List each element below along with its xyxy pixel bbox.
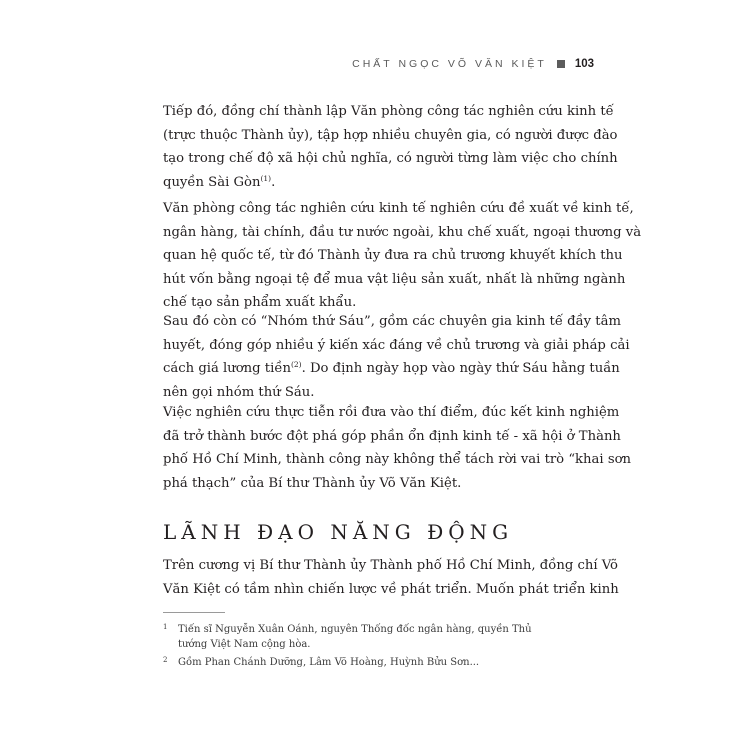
paragraph-line: huyết, đóng góp nhiều ý kiến xác đáng về chủ trương và giải pháp cải	[163, 337, 630, 353]
footnote-mark: 2	[163, 656, 168, 664]
paragraph-line: chế tạo sản phẩm xuất khẩu.	[163, 295, 357, 311]
paragraph-text: .	[271, 174, 276, 190]
paragraph-line: phố Hồ Chí Minh, thành công này không thể tách rời vai trò “khai sơn	[163, 452, 632, 468]
footnote-ref-1: (1)	[260, 173, 272, 183]
paragraph-text: quyền Sài Gòn	[163, 174, 261, 190]
paragraph-line: ngân hàng, tài chính, đầu tư nước ngoài, khu chế xuất, ngoại thương và	[163, 224, 642, 240]
paragraph-line: Văn Kiệt có tầm nhìn chiến lược về phát triển. Muốn phát triển kinh	[163, 581, 619, 597]
footnote-mark: 1	[163, 623, 168, 631]
paragraph-text: . Do định ngày họp vào ngày thứ Sáu hằng tuần	[301, 361, 620, 377]
paragraph-line: Văn phòng công tác nghiên cứu kinh tế nghiên cứu đề xuất về kinh tế,	[163, 201, 634, 216]
paragraph-line	[163, 171, 566, 195]
paragraph-line: Tiếp đó, đồng chí thành lập Văn phòng công tác nghiên cứu kinh tế	[163, 104, 614, 119]
section-heading: LÃNH ĐẠO NĂNG ĐỘNG	[163, 520, 514, 544]
paragraph-1	[163, 100, 618, 194]
paragraph-line	[163, 357, 620, 381]
footnote-line: tướng Việt Nam cộng hòa.	[178, 639, 311, 650]
paragraph-4	[163, 401, 632, 495]
section-paragraph	[163, 554, 619, 601]
paragraph-2	[163, 197, 642, 315]
footnotes	[163, 622, 583, 673]
footnote-divider	[163, 612, 225, 613]
paragraph-line: quan hệ quốc tế, từ đó Thành ủy đưa ra chủ trương khuyết khích thu	[163, 248, 623, 264]
footnote-line: Gồm Phan Chánh Dưỡng, Lâm Võ Hoàng, Huỳnh Bửu Sơn...	[178, 657, 480, 668]
paragraph-text: cách giá lương tiền	[163, 361, 291, 377]
paragraph-line: Sau đó còn có “Nhóm thứ Sáu”, gồm các chuyên gia kinh tế đầy tâm	[163, 314, 621, 329]
paragraph-3	[163, 310, 630, 404]
paragraph-line: hút vốn bằng ngoại tệ để mua vật liệu sản xuất, nhất là những ngành	[163, 271, 626, 287]
paragraph-line: đã trở thành bước đột phá góp phần ổn định kinh tế - xã hội ở Thành	[163, 428, 621, 444]
footnote-1	[163, 622, 583, 652]
paragraph-line: Việc nghiên cứu thực tiễn rồi đưa vào thí điểm, đúc kết kinh nghiệm	[163, 405, 620, 420]
running-title: CHẤT NGỌC VÕ VĂN KIỆT	[352, 58, 547, 70]
footnote-ref-2: (2)	[290, 360, 302, 370]
page-number: 103	[574, 58, 594, 70]
running-header	[352, 56, 594, 72]
paragraph-line: (trực thuộc Thành ủy), tập hợp nhiều chuyên gia, có người được đào	[163, 127, 618, 143]
paragraph-line: Trên cương vị Bí thư Thành ủy Thành phố Hồ Chí Minh, đồng chí Võ	[163, 558, 618, 573]
paragraph-line: nên gọi nhóm thứ Sáu.	[163, 384, 315, 400]
paragraph-line: tạo trong chế độ xã hội chủ nghĩa, có người từng làm việc cho chính	[163, 151, 618, 167]
footnote-line: Tiến sĩ Nguyễn Xuân Oánh, nguyên Thống đốc ngân hàng, quyền Thủ	[178, 624, 532, 635]
footnote-2	[163, 655, 583, 670]
header-square-ornament	[557, 60, 565, 68]
paragraph-line: phá thạch” của Bí thư Thành ủy Võ Văn Kiệt.	[163, 475, 462, 491]
